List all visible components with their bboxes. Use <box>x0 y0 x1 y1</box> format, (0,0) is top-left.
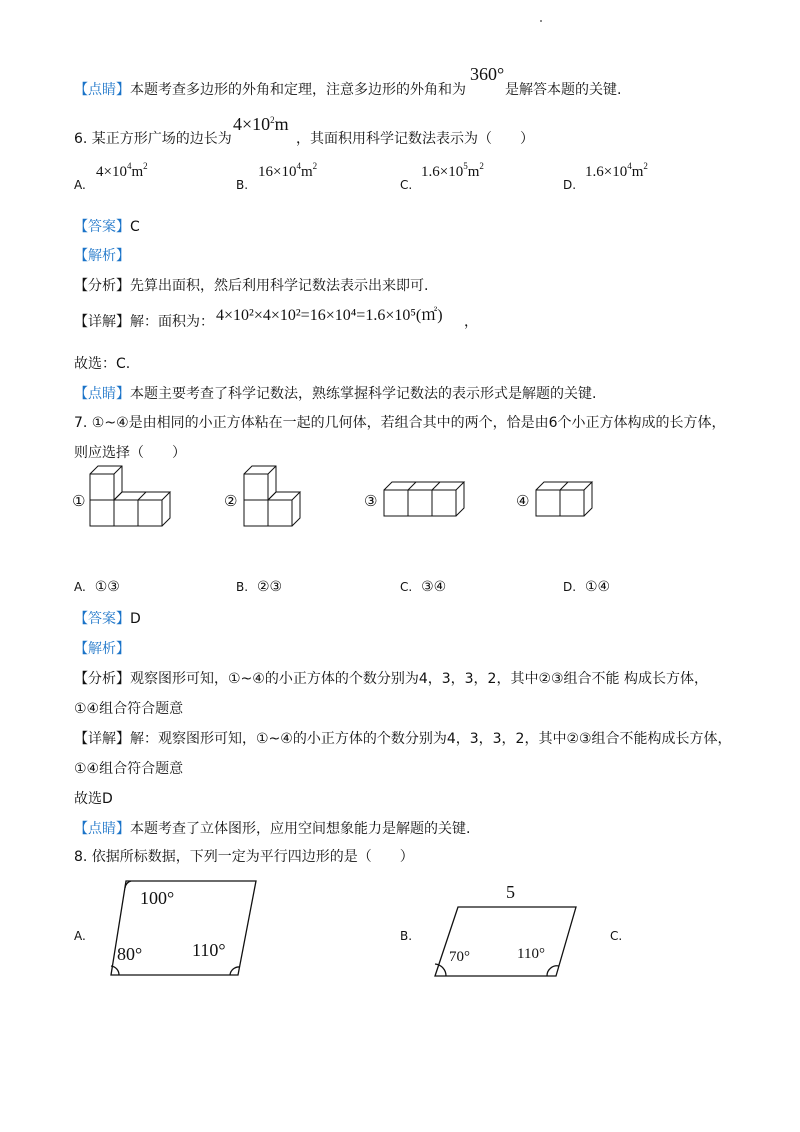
q7-option-c-letter: C. <box>400 580 413 594</box>
q7-detail-text1: 解：观察图形可知，①~④的小正方体的个数分别为4，3，3，2，其中②③组合不能构成长方体， <box>130 731 732 747</box>
q6-option-c-base: 1.6×10 <box>421 164 464 180</box>
q7-figure-4-cubes <box>536 480 594 518</box>
q7-option-a-text: ①③ <box>94 579 120 595</box>
q6-option-d-base: 1.6×10 <box>585 164 628 180</box>
q8-option-c-letter: C. <box>610 929 623 943</box>
q6-stem-math-base: 4×10 <box>233 114 271 134</box>
q6-dianjing: 本题主要考查了科学记数法，熟练掌握科学记数法的表示形式是解题的关键. <box>130 386 597 402</box>
q7-option-d <box>563 579 610 595</box>
q7-option-c <box>400 579 446 595</box>
q6-answer-label: 【答案】 <box>74 219 130 235</box>
q6-dianjing-label: 【点睛】 <box>74 386 130 402</box>
q8-option-a-angle-bl: 80° <box>117 944 143 964</box>
q8-option-b-letter: B. <box>400 929 413 943</box>
intro-text-after: 是解答本题的关键. <box>505 82 622 98</box>
q6-stem-math-unit: m <box>274 114 289 134</box>
q6-dianjing-line <box>74 383 596 403</box>
q8-option-b-parallelogram <box>432 904 578 978</box>
q8-option-a-angle-top: 100° <box>140 888 175 908</box>
q7-figure-3-cubes <box>384 480 466 518</box>
q6-option-a-math <box>96 161 148 181</box>
q6-option-c-letter: C. <box>400 178 413 192</box>
q7-answer-label: 【答案】 <box>74 611 130 627</box>
q6-detail-label: 【详解】 <box>74 314 130 330</box>
q6-fenxi: 先算出面积，然后利用科学记数法表示出来即可. <box>130 278 429 294</box>
q7-fenxi-line1 <box>74 668 708 688</box>
q6-option-a-unit: m <box>131 164 144 180</box>
q6-analysis-label: 【解析】 <box>74 248 130 264</box>
q7-analysis-label: 【解析】 <box>74 641 130 657</box>
q6-stem-before: 6. 某正方形广场的边长为 <box>74 131 232 147</box>
q6-option-d-unit-exp: 2 <box>643 161 648 171</box>
q6-detail-prefix: 解：面积为： <box>130 314 214 330</box>
q6-option-c-unit: m <box>467 164 480 180</box>
q6-option-c-exp: 5 <box>463 161 468 171</box>
q7-figure-label-1: ① <box>72 492 86 510</box>
q8-option-b-side-top: 5 <box>506 882 515 902</box>
q7-figure-label-3: ③ <box>364 492 378 510</box>
q6-detail-line <box>74 311 214 331</box>
q7-dianjing-label: 【点睛】 <box>74 821 130 837</box>
q8-option-b-angle-bl: 70° <box>449 949 470 965</box>
q7-option-b <box>236 579 282 595</box>
q7-answer: D <box>130 611 141 627</box>
q7-detail-line1 <box>74 728 732 748</box>
q7-stem-line2: 则应选择（ ） <box>74 445 186 461</box>
q6-option-b-math <box>258 161 318 181</box>
q7-detail-label: 【详解】 <box>74 731 130 747</box>
q8-option-a-angle-br: 110° <box>192 940 226 960</box>
intro-text-before: 本题考查多边形的外角和定理，注意多边形的外角和为 <box>130 82 466 98</box>
q7-figure-1-cubes <box>90 464 170 530</box>
q7-option-c-text: ③④ <box>421 579 447 595</box>
q8-option-a-letter: A. <box>74 929 86 943</box>
q6-option-b-base: 16×10 <box>258 164 297 180</box>
q7-choice: 故选D <box>74 791 113 807</box>
q6-stem-math-exp: 2 <box>270 115 275 125</box>
q7-figure-label-4: ④ <box>516 492 530 510</box>
q6-option-b-unit: m <box>300 164 313 180</box>
q6-answer-line <box>74 216 140 236</box>
q6-option-a-unit-exp: 2 <box>143 161 148 171</box>
q7-detail-line2: ①④组合符合题意 <box>74 761 184 777</box>
q7-fenxi-text1: 观察图形可知，①~④的小正方体的个数分别为4，3，3，2，其中②③组合不能 构成长方体， <box>130 671 709 687</box>
q6-option-c-math <box>421 161 484 181</box>
page-speck <box>540 20 542 22</box>
q6-option-b-unit-exp: 2 <box>312 161 318 171</box>
q7-fenxi-label: 【分析】 <box>74 671 130 687</box>
q7-figure-label-2: ② <box>224 492 238 510</box>
intro-line <box>74 79 466 99</box>
q7-option-a-letter: A. <box>74 580 86 594</box>
q6-option-a-letter: A. <box>74 178 86 192</box>
q7-answer-line <box>74 608 141 628</box>
dianjing-label: 【点睛】 <box>74 82 130 98</box>
q6-option-b-exp: 4 <box>296 161 301 171</box>
q6-option-a-base: 4×10 <box>96 164 127 180</box>
q7-stem-line1: 7. ①~④是由相同的小正方体粘在一起的几何体，若组合其中的两个，恰是由6个小正方体构成的长方体， <box>74 415 726 431</box>
q6-fenxi-label: 【分析】 <box>74 278 130 294</box>
q7-dianjing: 本题考查了立体图形，应用空间想象能力是解题的关键. <box>130 821 471 837</box>
q6-fenxi-line <box>74 275 428 295</box>
q6-stem-after: ，其面积用科学记数法表示为（ ） <box>296 131 534 147</box>
q6-option-a-exp: 4 <box>126 161 132 171</box>
q7-option-d-text: ①④ <box>584 579 611 595</box>
q6-detail-math: 4×10²×4×10²=16×10⁴=1.6×10⁵(㎡) <box>216 307 443 324</box>
q8-option-b-angle-br: 110° <box>517 946 545 962</box>
q6-option-d-letter: D. <box>563 178 577 192</box>
q6-choice: 故选：C. <box>74 356 131 372</box>
q6-detail-end: ， <box>464 314 478 330</box>
q7-fenxi-line2: ①④组合符合题意 <box>74 701 184 717</box>
q6-option-b-letter: B. <box>236 178 249 192</box>
q6-option-c-unit-exp: 2 <box>479 161 484 171</box>
q7-dianjing-line <box>74 818 470 838</box>
q7-option-b-letter: B. <box>236 580 249 594</box>
q6-option-d-exp: 4 <box>627 161 632 171</box>
q6-answer: C <box>130 219 140 235</box>
q7-option-b-text: ②③ <box>256 579 283 595</box>
q7-figure-2-cubes <box>244 464 300 530</box>
q7-option-d-letter: D. <box>563 580 577 594</box>
intro-math-360: 360° <box>470 64 505 84</box>
q7-option-a <box>74 579 120 595</box>
q6-option-d-unit: m <box>631 164 644 180</box>
q8-stem: 8. 依据所标数据，下列一定为平行四边形的是（ ） <box>74 849 414 865</box>
q6-stem-math <box>233 114 289 135</box>
q6-stem <box>74 128 232 148</box>
q6-option-d-math <box>585 161 648 181</box>
